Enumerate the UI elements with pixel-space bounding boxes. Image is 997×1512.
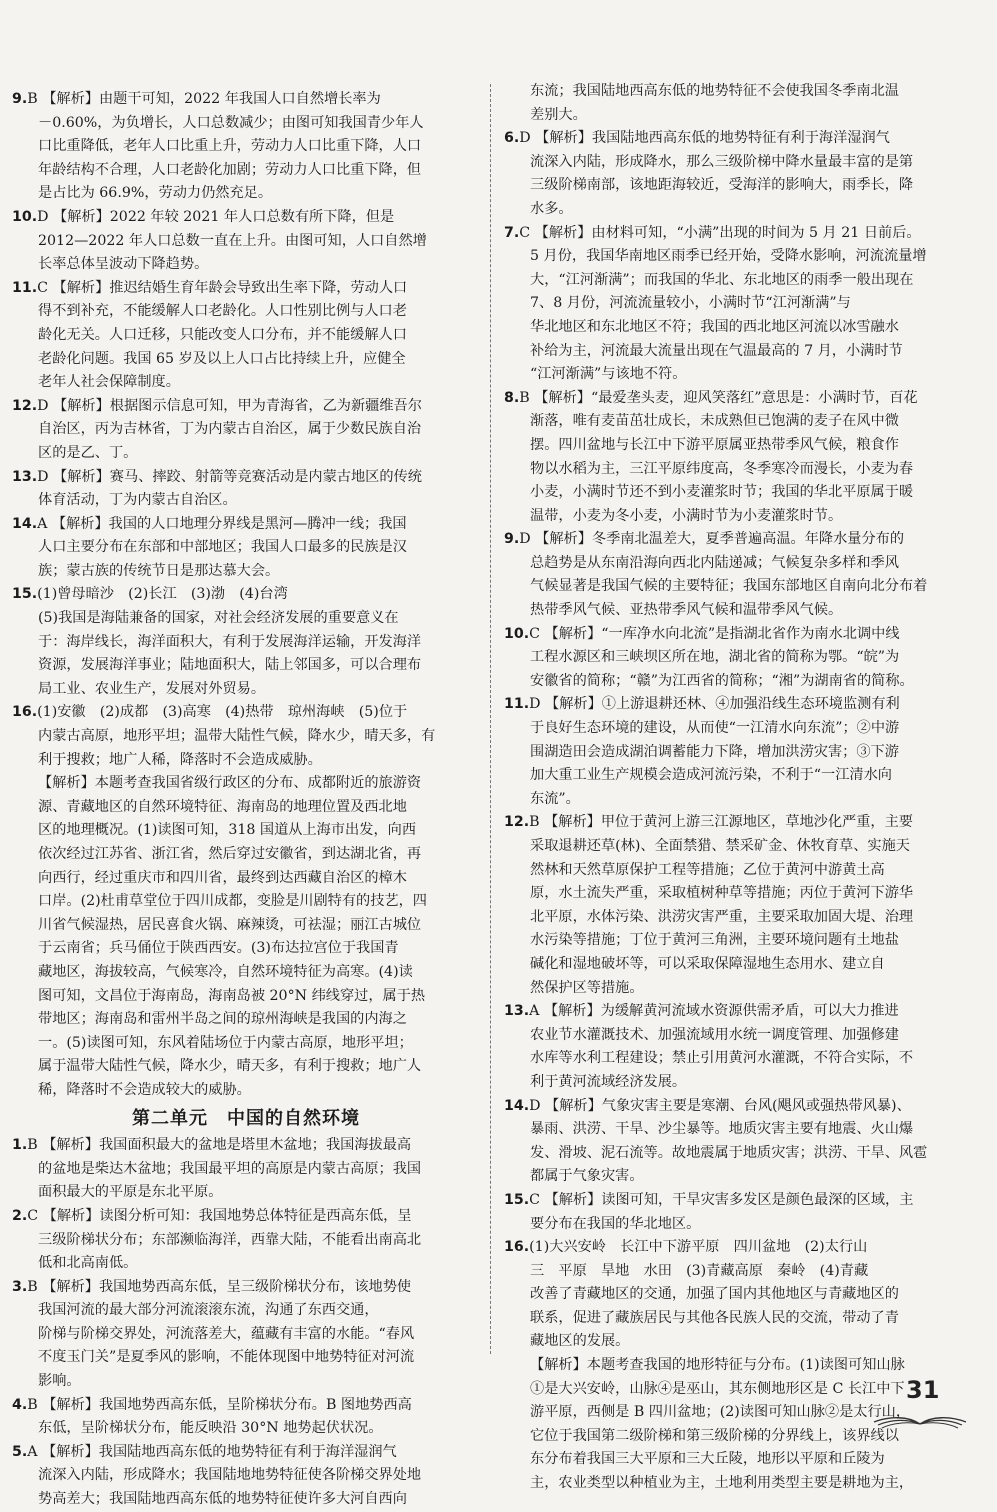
answer-line: 然保护区等措施。 bbox=[530, 979, 644, 996]
answer-line: 2012—2022 年人口总数一直在上升。由图可知，人口自然增 bbox=[38, 232, 427, 249]
answer-line: 水多。 bbox=[530, 200, 573, 217]
answer-item bbox=[12, 1205, 480, 1276]
answer-line: 差别大。 bbox=[530, 106, 587, 123]
question-number: 12. bbox=[12, 397, 38, 414]
answer-line: 三级阶梯南部，该地距海较近，受海洋的影响大，雨季长，降 bbox=[530, 177, 914, 194]
answer-line: 低和北高南低。 bbox=[38, 1255, 138, 1272]
answer-line: 总趋势是从东南沿海向西北内陆递减；气候复杂多样和季风 bbox=[530, 554, 899, 571]
answer-item bbox=[504, 222, 962, 387]
answer-line: 利于搜救；地广人稀，降落时不会造成威胁。 bbox=[38, 751, 322, 768]
answer-line: 安徽省的简称；“赣”为江西省的简称；“湘”为湖南省的简称。 bbox=[530, 672, 914, 689]
question-number: 15. bbox=[504, 1191, 530, 1208]
answer-line: 工程水源区和三峡坝区所在地，湖北省的简称为鄂。“皖”为 bbox=[530, 649, 900, 666]
right-column bbox=[504, 80, 962, 1496]
answer-line: 属于温带大陆性气候，降水少，晴天多，有利于搜救；地广人 bbox=[38, 1058, 422, 1075]
answer-line: 川省气候湿热，居民喜食火锅、麻辣烫，可祛湿；丽江古城位 bbox=[38, 916, 422, 933]
answer-line: 水污染等措施；丁位于黄河三角洲，主要环境问题有土地盐 bbox=[530, 932, 899, 949]
answer-line: 老龄化问题。我国 65 岁及以上人口占比持续上升，应健全 bbox=[38, 350, 406, 367]
answer-line: 一。(5)读图可知，东风着陆场位于内蒙古高原，地形平坦； bbox=[38, 1034, 413, 1051]
answer-line: 12.B 【解析】甲位于黄河上游三江源地区，草地沙化严重，主要 bbox=[504, 814, 913, 831]
answer-line: 局工业、农业生产，发展对外贸易。 bbox=[38, 680, 266, 697]
answer-line: 2.C 【解析】读图分析可知：我国地势总体特征是西高东低，呈 bbox=[12, 1207, 412, 1224]
question-number: 16. bbox=[504, 1239, 530, 1256]
answer-line: 暴雨、洪涝、干旱、沙尘暴等。地质灾害主要有地震、火山爆 bbox=[530, 1121, 914, 1138]
answer-line: 16.(1)安徽 (2)成都 (3)高寒 (4)热带 琼州海峡 (5)位于 bbox=[12, 704, 408, 721]
answer-line: 族；蒙古族的传统节日是那达慕大会。 bbox=[38, 562, 280, 579]
answer-line: 14.D 【解析】气象灾害主要是寒潮、台风(飓风或强热带风暴)、 bbox=[504, 1097, 911, 1114]
question-number: 9. bbox=[504, 531, 520, 548]
question-number: 6. bbox=[504, 130, 520, 147]
answer-line: 采取退耕还草(林)、全面禁猎、禁采矿金、休牧育草、实施天 bbox=[530, 838, 910, 854]
answer-line: 渐落，唯有麦苗茁壮成长，未成熟但已饱满的麦子在风中微 bbox=[530, 413, 899, 430]
answer-line: 影响。 bbox=[38, 1373, 81, 1390]
answer-line: 都属于气象灾害。 bbox=[530, 1168, 644, 1185]
answer-line: 【解析】本题考查我国的地形特征与分布。(1)读图可知山脉 bbox=[530, 1357, 905, 1374]
answer-line: 老年人社会保障制度。 bbox=[38, 374, 180, 391]
answer-line: 藏地区的发展。 bbox=[530, 1333, 630, 1350]
answer-line: 水库等水利工程建设；禁止引用黄河水灌溉，不符合实际，不 bbox=[530, 1050, 914, 1067]
answer-line: 资源，发展海洋事业；陆地面积大，陆上邻国多，可以合理布 bbox=[38, 657, 422, 674]
question-number: 11. bbox=[12, 279, 38, 296]
answer-line: 气候显著是我国气候的主要特征；我国东部地区自南向北分布着 bbox=[530, 578, 928, 595]
answer-line: ①是大兴安岭，山脉④是巫山，其东侧地形区是 C 长江中下 bbox=[530, 1380, 905, 1397]
answer-item bbox=[12, 1276, 480, 1394]
answer-line: 它位于我国第二级阶梯和第三级阶梯的分界线上，该界线以 bbox=[530, 1427, 899, 1444]
answer-line: 11.C 【解析】推迟结婚生育年龄会导致出生率下降，劳动人口 bbox=[12, 279, 408, 296]
answer-line: 9.D 【解析】冬季南北温差大，夏季普遍高温。年降水量分布的 bbox=[504, 531, 905, 548]
answer-line: 15.C 【解析】读图可知，干旱灾害多发区是颜色最深的区域，主 bbox=[504, 1191, 914, 1208]
question-number: 15. bbox=[12, 586, 38, 603]
answer-line: 5.A 【解析】我国陆地西高东低的地势特征有利于海洋湿润气 bbox=[12, 1443, 397, 1460]
answer-line: 碱化和湿地破坏等，可以采取保障湿地生态用水、建立自 bbox=[530, 955, 885, 972]
answer-line: 6.D 【解析】我国陆地西高东低的地势特征有利于海洋湿润气 bbox=[504, 130, 890, 147]
question-number: 4. bbox=[12, 1396, 28, 1413]
answer-line: 联系，促进了藏族居民与其他各民族人民的交流，带动了青 bbox=[530, 1309, 899, 1326]
answer-line: 10.C 【解析】“一库净水向北流”是指湖北省作为南水北调中线 bbox=[504, 625, 900, 642]
answer-line: (5)我国是海陆兼备的国家，对社会经济发展的重要意义在 bbox=[38, 610, 399, 627]
answer-line: 得不到补充，不能缓解人口老龄化。人口性别比例与人口老 bbox=[38, 303, 407, 320]
question-number: 13. bbox=[504, 1003, 530, 1020]
answer-line: 人口主要分布在东部和中部地区；我国人口最多的民族是汉 bbox=[38, 539, 407, 556]
answer-line: 农业节水灌溉技术、加强流域用水统一调度管理、加强修建 bbox=[530, 1026, 899, 1043]
question-number: 9. bbox=[12, 91, 28, 107]
answer-line: 的盆地是柴达木盆地；我国最平坦的高原是内蒙古高原；我国 bbox=[38, 1160, 422, 1177]
answer-line: 体育活动，丁为内蒙古自治区。 bbox=[38, 492, 237, 509]
question-number: 10. bbox=[504, 625, 530, 642]
left-answer-list-2 bbox=[12, 1134, 480, 1512]
question-number: 14. bbox=[12, 515, 38, 532]
answer-item bbox=[504, 1095, 962, 1189]
answer-line: 东流”。 bbox=[530, 790, 580, 807]
answer-item bbox=[504, 811, 962, 1000]
question-number: 7. bbox=[504, 224, 520, 241]
answer-line: 小麦，小满时节还不到小麦灌浆时节；我国的华北平原属于暖 bbox=[530, 484, 914, 501]
answer-line: 北平原，水体污染、洪涝灾害严重，主要采取加固大堤、治理 bbox=[530, 908, 914, 925]
answer-line: 1.B 【解析】我国面积最大的盆地是塔里木盆地；我国海拔最高 bbox=[12, 1137, 412, 1154]
answer-item bbox=[504, 693, 962, 811]
answer-line: 势高差大；我国陆地西高东低的地势特征使许多大河自西向 bbox=[38, 1491, 407, 1508]
answer-line: 大，“江河渐满”；而我国的华北、东北地区的雨季一般出现在 bbox=[530, 271, 914, 288]
answer-line: －0.60%，为负增长，人口总数减少；由图可知我国青少年人 bbox=[38, 114, 424, 131]
answer-line: “江河渐满”与该地不符。 bbox=[530, 366, 687, 383]
answer-line: 三级阶梯状分布；东部濒临海洋，西靠大陆，不能看出南高北 bbox=[38, 1231, 422, 1248]
answer-item bbox=[504, 387, 962, 529]
answer-line: 区的是乙、丁。 bbox=[38, 444, 138, 461]
answer-line: 发、滑坡、泥石流等。故地震属于地质灾害；洪涝、干旱、风雹 bbox=[530, 1144, 928, 1161]
question-number: 12. bbox=[504, 814, 530, 831]
answer-item bbox=[504, 1000, 962, 1094]
answer-line: 10.D 【解析】2022 年较 2021 年人口总数有所下降，但是 bbox=[12, 208, 395, 225]
answer-line: 稀，降落时不会造成较大的威胁。 bbox=[38, 1081, 251, 1098]
answer-line: 内蒙古高原，地形平坦；温带大陆性气候，降水少，晴天多，有 bbox=[38, 728, 436, 745]
answer-line: 华北地区和东北地区不符；我国的西北地区河流以冰雪融水 bbox=[530, 318, 899, 335]
answer-line: 改善了青藏地区的交通，加强了国内其他地区与青藏地区的 bbox=[530, 1286, 899, 1303]
answer-line: 3.B 【解析】我国地势西高东低，呈三级阶梯状分布，该地势使 bbox=[12, 1278, 412, 1295]
answer-line: 于云南省；兵马俑位于陕西西安。(3)布达拉宫位于我国青 bbox=[38, 940, 399, 957]
left-column bbox=[12, 88, 480, 1512]
answer-line: 自治区，丙为吉林省，丁为内蒙古自治区，属于少数民族自治 bbox=[38, 421, 422, 438]
answer-line: 于：海岸线长，海洋面积大，有利于发展海洋运输，开发海洋 bbox=[38, 633, 422, 650]
answer-line: 东分布着我国三大平原和三大丘陵，地形以平原和丘陵为 bbox=[530, 1451, 885, 1468]
answer-line: 11.D 【解析】①上游退耕还林、④加强沿线生态环境监测有利 bbox=[504, 696, 900, 713]
answer-item bbox=[12, 466, 480, 513]
answer-line: 流深入内陆，形成降水；我国陆地地势特征使各阶梯交界处地 bbox=[38, 1467, 422, 1484]
answer-item bbox=[12, 1394, 480, 1441]
answer-line: 13.A 【解析】为缓解黄河流域水资源供需矛盾，可以大力推进 bbox=[504, 1003, 899, 1020]
answer-line: 9.B 【解析】由题干可知，2022 年我国人口自然增长率为 bbox=[12, 91, 381, 107]
answer-item bbox=[504, 1189, 962, 1236]
answer-line: 不度玉门关”是夏季风的影响，不能体现图中地势特征对河流 bbox=[38, 1349, 415, 1366]
answer-line: 13.D 【解析】赛马、摔跤、射箭等竞赛活动是内蒙古地区的传统 bbox=[12, 468, 422, 485]
answer-line: 我国河流的最大部分河流滚滚东流，沟通了东西交通， bbox=[38, 1302, 379, 1319]
answer-line: 年龄结构不合理，人口老龄化加剧；劳动力人口比重下降，但 bbox=[38, 161, 422, 178]
answer-line: 东低，呈阶梯状分布，能反映沿 30°N 地势起伏状况。 bbox=[38, 1420, 383, 1437]
question-number: 3. bbox=[12, 1278, 28, 1295]
answer-item bbox=[12, 513, 480, 584]
answer-item bbox=[504, 127, 962, 221]
answer-line: 16.(1)大兴安岭 长江中下游平原 四川盆地 (2)太行山 bbox=[504, 1239, 868, 1256]
answer-item bbox=[12, 395, 480, 466]
answer-line: 12.D 【解析】根据图示信息可知，甲为青海省，乙为新疆维吾尔 bbox=[12, 397, 422, 414]
answer-line: 长率总体呈波动下降趋势。 bbox=[38, 256, 209, 273]
question-number: 5. bbox=[12, 1443, 28, 1460]
answer-item bbox=[504, 1236, 962, 1496]
column-divider bbox=[490, 84, 491, 1354]
answer-line: 依次经过江苏省、浙江省，然后穿过安徽省，到达湖北省，再 bbox=[38, 846, 422, 862]
answer-line: 补给为主，河流最大流量出现在气温最高的 7 月，小满时节 bbox=[530, 342, 903, 359]
open-book-icon bbox=[870, 1402, 970, 1430]
question-number: 11. bbox=[504, 696, 530, 713]
answer-line: 是占比为 66.9%，劳动力仍然充足。 bbox=[38, 185, 273, 202]
answer-line: 口比重降低，老年人口比重上升，劳动力人口比重下降，人口 bbox=[38, 138, 422, 155]
answer-item bbox=[504, 528, 962, 622]
answer-item bbox=[12, 583, 480, 701]
answer-line: 围湖造田会造成湖泊调蓄能力下降，增加洪涝灾害；③下游 bbox=[530, 743, 899, 760]
answer-line: 向西行，经过重庆市和四川省，最终到达西藏自治区的樟木 bbox=[38, 869, 407, 886]
answer-item bbox=[12, 701, 480, 1102]
question-number: 1. bbox=[12, 1137, 28, 1154]
answer-line: 区的地理概况。(1)读图可知，318 国道从上海市出发，向西 bbox=[38, 822, 417, 839]
left-answer-list bbox=[12, 88, 480, 1103]
answer-item bbox=[12, 1134, 480, 1205]
answer-line: 东流；我国陆地西高东低的地势特征不会使我国冬季南北温 bbox=[530, 83, 899, 99]
answer-line: 热带季风气候、亚热带季风气候和温带季风气候。 bbox=[530, 602, 843, 619]
answer-line: 5 月份，我国华南地区雨季已经开始，受降水影响，河流流量增 bbox=[530, 248, 927, 265]
answer-line: 原，水土流失严重，采取植树种草等措施；丙位于黄河下游华 bbox=[530, 885, 914, 902]
answer-line: 流深入内陆，形成降水，那么三级阶梯中降水量最丰富的是第 bbox=[530, 153, 914, 170]
answer-line: 8.B 【解析】“最爱垄头麦，迎风笑落红”意思是：小满时节，百花 bbox=[504, 389, 918, 406]
answer-line: 于良好生态环境的建设，从而使“一江清水向东流”；②中游 bbox=[530, 720, 900, 737]
answer-item bbox=[504, 623, 962, 694]
answer-item bbox=[12, 1441, 480, 1512]
answer-line: 摆。四川盆地与长江中下游平原属亚热带季风气候，粮食作 bbox=[530, 436, 899, 453]
question-number: 13. bbox=[12, 468, 38, 485]
answer-line: 口岸。(2)杜甫草堂位于四川成都，变脸是川剧特有的技艺，四 bbox=[38, 893, 427, 910]
answer-line: 7.C 【解析】由材料可知，“小满”出现的时间为 5 月 21 日前后。 bbox=[504, 224, 921, 241]
answer-line: 面积最大的平原是东北平原。 bbox=[38, 1184, 223, 1201]
answer-line: 阶梯与阶梯交界处，河流落差大，蕴藏有丰富的水能。“春风 bbox=[38, 1325, 415, 1342]
answer-line: 加大重工业生产规模会造成河流污染，不利于“一江清水向 bbox=[530, 767, 892, 784]
answer-line: 三 平原 旱地 水田 (3)青藏高原 秦岭 (4)青藏 bbox=[530, 1262, 869, 1279]
answer-line: 4.B 【解析】我国地势西高东低，呈阶梯状分布。B 图地势西高 bbox=[12, 1396, 412, 1413]
answer-line: 藏地区，海拔较高，气候寒冷，自然环境特征为高寒。(4)读 bbox=[38, 963, 413, 980]
answer-line: 温带，小麦为冬小麦，小满时节为小麦灌浆时节。 bbox=[530, 507, 843, 524]
answer-line: 7、8 月份，河流流量较小，小满时节“江河渐满”与 bbox=[530, 295, 851, 312]
answer-item bbox=[12, 277, 480, 395]
question-number: 2. bbox=[12, 1207, 28, 1224]
question-number: 8. bbox=[504, 389, 520, 406]
answer-line: 物以水稻为主，三江平原纬度高，冬季寒冷而漫长，小麦为春 bbox=[530, 460, 914, 477]
question-number: 14. bbox=[504, 1097, 530, 1114]
question-number: 10. bbox=[12, 208, 38, 225]
answer-line: 带地区；海南岛和雷州半岛之间的琼州海峡是我国的内海之 bbox=[38, 1011, 407, 1028]
answer-line: 然林和天然草原保护工程等措施；乙位于黄河中游黄土高 bbox=[530, 861, 885, 878]
answer-line: 【解析】本题考查我国省级行政区的分布、成都附近的旅游资 bbox=[38, 775, 422, 792]
answer-line: 利于黄河流域经济发展。 bbox=[530, 1073, 687, 1090]
answer-line: 龄化无关。人口迁移，只能改变人口分布，并不能缓解人口 bbox=[38, 326, 407, 343]
answer-item bbox=[12, 88, 480, 206]
right-answer-list bbox=[504, 80, 962, 1496]
answer-line: 15.(1)曾母暗沙 (2)长江 (3)渤 (4)台湾 bbox=[12, 586, 288, 603]
answer-item bbox=[12, 206, 480, 277]
answer-line: 图可知，文昌位于海南岛，海南岛被 20°N 纬线穿过，属于热 bbox=[38, 987, 426, 1004]
answer-line: 要分布在我国的华北地区。 bbox=[530, 1215, 701, 1232]
page-number: 31 bbox=[906, 1376, 940, 1404]
answer-line: 14.A 【解析】我国的人口地理分界线是黑河—腾冲一线；我国 bbox=[12, 515, 407, 532]
answer-line: 主，农业类型以种植业为主，土地利用类型主要是耕地为主， bbox=[530, 1475, 914, 1492]
question-number: 16. bbox=[12, 704, 38, 721]
answer-line: 源、青藏地区的自然环境特征、海南岛的地理位置及西北地 bbox=[38, 798, 407, 815]
unit-title: 第二单元 中国的自然环境 bbox=[132, 1107, 360, 1129]
answer-item bbox=[504, 80, 962, 127]
answer-line: 游平原，西侧是 B 四川盆地；(2)读图可知山脉②是太行山， bbox=[530, 1404, 911, 1421]
